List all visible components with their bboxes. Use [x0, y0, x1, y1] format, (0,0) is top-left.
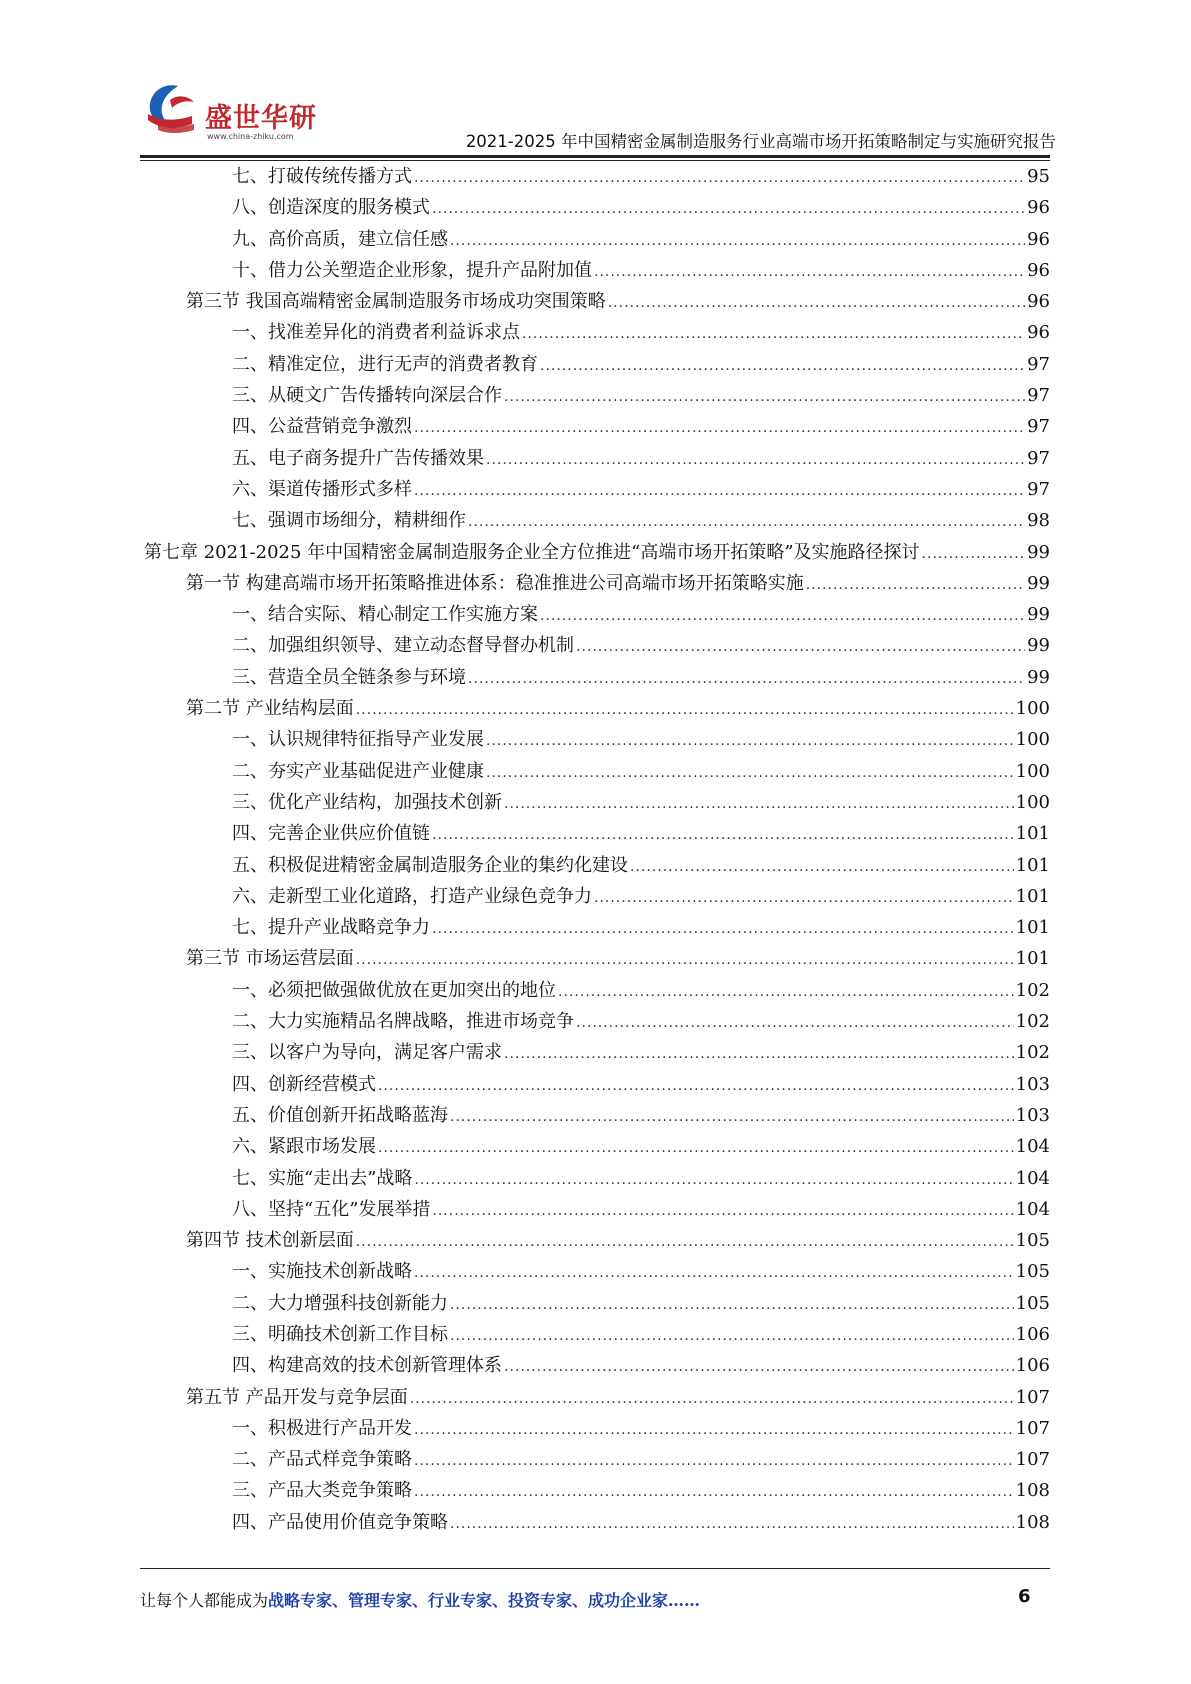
toc-page-number: 102	[1015, 1011, 1050, 1033]
toc-entry-section[interactable]	[140, 1382, 1050, 1413]
toc-entry-item[interactable]	[140, 1413, 1050, 1444]
toc-entry-item[interactable]	[140, 1288, 1050, 1319]
toc-leader-dots	[432, 1194, 1013, 1225]
toc-leader-dots	[468, 662, 1025, 693]
toc-entry-chapter[interactable]	[140, 537, 1050, 568]
toc-label: 三、明确技术创新工作目标	[232, 1323, 448, 1345]
toc-leader-dots	[414, 1444, 1014, 1475]
toc-page-number: 107	[1015, 1417, 1050, 1439]
toc-page-number: 97	[1027, 447, 1050, 469]
toc-label: 一、必须把做强做优放在更加突出的地位	[232, 979, 556, 1001]
toc-leader-dots	[806, 568, 1025, 599]
toc-page-number: 102	[1015, 979, 1050, 1001]
toc-label: 第一节 构建高端市场开拓策略推进体系：稳准推进公司高端市场开拓策略实施	[186, 572, 804, 594]
toc-page-number: 102	[1015, 1042, 1050, 1064]
toc-page-number: 99	[1027, 635, 1050, 657]
toc-label: 一、找准差异化的消费者利益诉求点	[232, 322, 520, 344]
toc-leader-dots	[432, 818, 1014, 849]
toc-label: 三、从硬文广告传播转向深层合作	[232, 385, 502, 407]
toc-page-number: 100	[1015, 729, 1050, 751]
toc-label: 七、打破传统传播方式	[232, 166, 412, 187]
toc-entry-item[interactable]	[140, 255, 1050, 286]
toc-entry-item[interactable]	[140, 1037, 1050, 1068]
toc-label: 四、创新经营模式	[232, 1073, 376, 1095]
toc-page-number: 104	[1015, 1136, 1050, 1158]
toc-page-number: 97	[1027, 416, 1050, 438]
toc-page-number: 106	[1015, 1355, 1050, 1377]
toc-page-number: 108	[1015, 1480, 1050, 1502]
report-title: 2021-2025 年中国精密金属制造服务行业高端市场开拓策略制定与实施研究报告	[465, 132, 1056, 151]
toc-leader-dots	[594, 881, 1014, 912]
toc-label: 第三节 我国高端精密金属制造服务市场成功突围策略	[186, 291, 606, 313]
toc-entry-item[interactable]	[140, 975, 1050, 1006]
toc-leader-dots	[540, 349, 1025, 380]
toc-entry-item[interactable]	[140, 380, 1050, 411]
toc-page-number: 99	[1027, 541, 1050, 563]
toc-page-number: 101	[1015, 885, 1050, 907]
toc-entry-item[interactable]	[140, 317, 1050, 348]
toc-page-number: 99	[1027, 604, 1050, 626]
toc-leader-dots	[450, 224, 1025, 255]
toc-label: 二、加强组织领导、建立动态督导督办机制	[232, 635, 574, 657]
toc-label: 二、夯实产业基础促进产业健康	[232, 760, 484, 782]
toc-label: 三、产品大类竞争策略	[232, 1480, 412, 1502]
slogan-prefix: 让每个人都能成为	[140, 1591, 269, 1610]
toc-entry-item[interactable]	[140, 881, 1050, 912]
footer-slogan	[140, 1588, 700, 1611]
toc-leader-dots	[450, 1100, 1014, 1131]
toc-leader-dots	[576, 630, 1025, 661]
slogan-accent: 战略专家、管理专家、行业专家、投资专家、成功企业家……	[268, 1591, 701, 1610]
toc-label: 第七章 2021-2025 年中国精密金属制造服务企业全方位推进“高端市场开拓策略”及实施路径探讨	[144, 541, 920, 563]
toc-label: 五、积极促进精密金属制造服务企业的集约化建设	[232, 854, 628, 876]
toc-leader-dots	[414, 1256, 1014, 1287]
toc-entry-item[interactable]	[140, 1131, 1050, 1162]
toc-entry-item[interactable]	[140, 1194, 1050, 1225]
toc-page-number: 100	[1015, 698, 1050, 720]
toc-label: 一、实施技术创新战略	[232, 1261, 412, 1283]
toc-entry-section[interactable]	[140, 943, 1050, 974]
toc-page-number: 96	[1027, 322, 1050, 344]
toc-page-number: 97	[1027, 353, 1050, 375]
toc-label: 二、大力实施精品名牌战略，推进市场竞争	[232, 1011, 574, 1033]
toc-page-number: 101	[1015, 917, 1050, 939]
toc-leader-dots	[504, 380, 1025, 411]
toc-label: 二、精准定位，进行无声的消费者教育	[232, 353, 538, 375]
toc-entry-item[interactable]	[140, 1507, 1050, 1538]
toc-page-number: 105	[1015, 1230, 1050, 1252]
toc-label: 二、产品式样竞争策略	[232, 1449, 412, 1471]
toc-page-number: 104	[1015, 1198, 1050, 1220]
page-header	[0, 0, 1191, 160]
toc-entry-section[interactable]	[140, 693, 1050, 724]
toc-page-number: 97	[1027, 478, 1050, 500]
toc-page-number: 97	[1027, 385, 1050, 407]
toc-leader-dots	[504, 1350, 1014, 1381]
toc-leader-dots	[450, 1319, 1014, 1350]
toc-page-number: 100	[1015, 791, 1050, 813]
toc-entry-item[interactable]	[140, 818, 1050, 849]
toc-entry-item[interactable]	[140, 1069, 1050, 1100]
toc-leader-dots	[432, 912, 1014, 943]
toc-entry-item[interactable]	[140, 1444, 1050, 1475]
toc-page-number: 96	[1027, 291, 1050, 313]
toc-leader-dots	[540, 599, 1025, 630]
toc-page-number: 96	[1027, 228, 1050, 250]
toc-label: 六、渠道传播形式多样	[232, 478, 412, 500]
toc-leader-dots	[504, 1037, 1014, 1068]
toc-page-number: 105	[1015, 1292, 1050, 1314]
page-number: 6	[1018, 1586, 1031, 1607]
toc-entry-item[interactable]	[140, 474, 1050, 505]
toc-label: 三、营造全员全链条参与环境	[232, 666, 466, 688]
toc-entry-item[interactable]	[140, 662, 1050, 693]
toc-leader-dots	[486, 724, 1014, 755]
toc-page-number: 101	[1015, 948, 1050, 970]
toc-page-number: 96	[1027, 197, 1050, 219]
toc-entry-item[interactable]	[140, 1475, 1050, 1506]
toc-leader-dots	[576, 1006, 1014, 1037]
toc-entry-item[interactable]	[140, 411, 1050, 442]
toc-page-number: 101	[1015, 823, 1050, 845]
toc-entry-section[interactable]	[140, 1225, 1050, 1256]
toc-page-number: 105	[1015, 1261, 1050, 1283]
toc-leader-dots	[414, 411, 1025, 442]
toc-leader-dots	[558, 975, 1014, 1006]
toc-entry-item[interactable]	[140, 787, 1050, 818]
toc-leader-dots	[922, 537, 1026, 568]
toc-entry-item[interactable]	[140, 161, 1050, 192]
toc-leader-dots	[378, 1069, 1014, 1100]
toc-label: 五、电子商务提升广告传播效果	[232, 447, 484, 469]
toc-leader-dots	[356, 943, 1014, 974]
toc-leader-dots	[486, 756, 1014, 787]
toc-entry-item[interactable]	[140, 349, 1050, 380]
table-of-contents	[140, 161, 1050, 1538]
toc-label: 第三节 市场运营层面	[186, 948, 354, 970]
toc-entry-item[interactable]	[140, 505, 1050, 536]
toc-label: 四、完善企业供应价值链	[232, 823, 430, 845]
toc-entry-section[interactable]	[140, 286, 1050, 317]
toc-label: 二、大力增强科技创新能力	[232, 1292, 448, 1314]
toc-page-number: 96	[1027, 259, 1050, 281]
toc-leader-dots	[378, 1131, 1014, 1162]
toc-page-number: 98	[1027, 510, 1050, 532]
toc-leader-dots	[410, 1382, 1014, 1413]
toc-leader-dots	[630, 850, 1014, 881]
toc-label: 六、紧跟市场发展	[232, 1136, 376, 1158]
toc-leader-dots	[414, 474, 1025, 505]
toc-leader-dots	[468, 505, 1025, 536]
toc-leader-dots	[450, 1507, 1014, 1538]
toc-entry-item[interactable]	[140, 1319, 1050, 1350]
toc-entry-item[interactable]	[140, 599, 1050, 630]
toc-page-number: 107	[1015, 1449, 1050, 1471]
toc-page-number: 104	[1015, 1167, 1050, 1189]
toc-label: 八、创造深度的服务模式	[232, 197, 430, 219]
toc-entry-item[interactable]	[140, 1006, 1050, 1037]
toc-entry-item[interactable]	[140, 912, 1050, 943]
toc-page-number: 101	[1015, 854, 1050, 876]
toc-label: 四、产品使用价值竞争策略	[232, 1511, 448, 1533]
logo-icon	[140, 80, 206, 136]
toc-label: 第五节 产品开发与竞争层面	[186, 1386, 408, 1408]
toc-entry-item[interactable]	[140, 1350, 1050, 1381]
toc-leader-dots	[356, 693, 1014, 724]
toc-entry-item[interactable]	[140, 724, 1050, 755]
toc-leader-dots	[414, 1163, 1013, 1194]
toc-entry-item[interactable]	[140, 630, 1050, 661]
toc-label: 第四节 技术创新层面	[186, 1230, 354, 1252]
toc-page-number: 103	[1015, 1104, 1050, 1126]
toc-page-number: 103	[1015, 1073, 1050, 1095]
toc-leader-dots	[594, 255, 1025, 286]
toc-leader-dots	[522, 317, 1025, 348]
toc-label: 七、强调市场细分，精耕细作	[232, 510, 466, 532]
toc-page-number: 99	[1027, 666, 1050, 688]
logo-url: www.china-zhiku.com	[207, 132, 294, 141]
toc-label: 第二节 产业结构层面	[186, 698, 354, 720]
toc-leader-dots	[414, 1475, 1014, 1506]
toc-page-number: 108	[1015, 1511, 1050, 1533]
toc-label: 九、高价高质，建立信任感	[232, 228, 448, 250]
toc-leader-dots	[432, 192, 1025, 223]
toc-label: 五、价值创新开拓战略蓝海	[232, 1104, 448, 1126]
toc-label: 八、坚持“五化”发展举措	[232, 1198, 431, 1220]
toc-leader-dots	[450, 1288, 1014, 1319]
logo-wordmark: 盛世华研	[205, 103, 317, 134]
toc-leader-dots	[356, 1225, 1014, 1256]
footer-divider	[140, 1568, 1050, 1569]
toc-leader-dots	[414, 1413, 1014, 1444]
toc-page-number: 95	[1027, 166, 1050, 187]
toc-entry-item[interactable]	[140, 1256, 1050, 1287]
toc-page-number: 99	[1027, 572, 1050, 594]
toc-label: 四、公益营销竞争激烈	[232, 416, 412, 438]
toc-entry-item[interactable]	[140, 850, 1050, 881]
toc-page-number: 106	[1015, 1323, 1050, 1345]
toc-leader-dots	[414, 161, 1025, 192]
toc-label: 三、以客户为导向，满足客户需求	[232, 1042, 502, 1064]
toc-label: 一、积极进行产品开发	[232, 1417, 412, 1439]
toc-entry-section[interactable]	[140, 568, 1050, 599]
toc-label: 七、实施“走出去”战略	[232, 1167, 413, 1189]
toc-entry-item[interactable]	[140, 1100, 1050, 1131]
toc-entry-item[interactable]	[140, 443, 1050, 474]
toc-label: 六、走新型工业化道路，打造产业绿色竞争力	[232, 885, 592, 907]
toc-entry-item[interactable]	[140, 224, 1050, 255]
toc-label: 一、认识规律特征指导产业发展	[232, 729, 484, 751]
toc-label: 七、提升产业战略竞争力	[232, 917, 430, 939]
toc-leader-dots	[486, 443, 1025, 474]
toc-page-number: 107	[1015, 1386, 1050, 1408]
toc-leader-dots	[504, 787, 1014, 818]
toc-page-number: 100	[1015, 760, 1050, 782]
toc-label: 十、借力公关塑造企业形象，提升产品附加值	[232, 259, 592, 281]
toc-entry-item[interactable]	[140, 192, 1050, 223]
toc-label: 一、结合实际、精心制定工作实施方案	[232, 604, 538, 626]
toc-label: 三、优化产业结构，加强技术创新	[232, 791, 502, 813]
toc-label: 四、构建高效的技术创新管理体系	[232, 1355, 502, 1377]
toc-leader-dots	[608, 286, 1025, 317]
toc-entry-item[interactable]	[140, 1163, 1050, 1194]
toc-entry-item[interactable]	[140, 756, 1050, 787]
